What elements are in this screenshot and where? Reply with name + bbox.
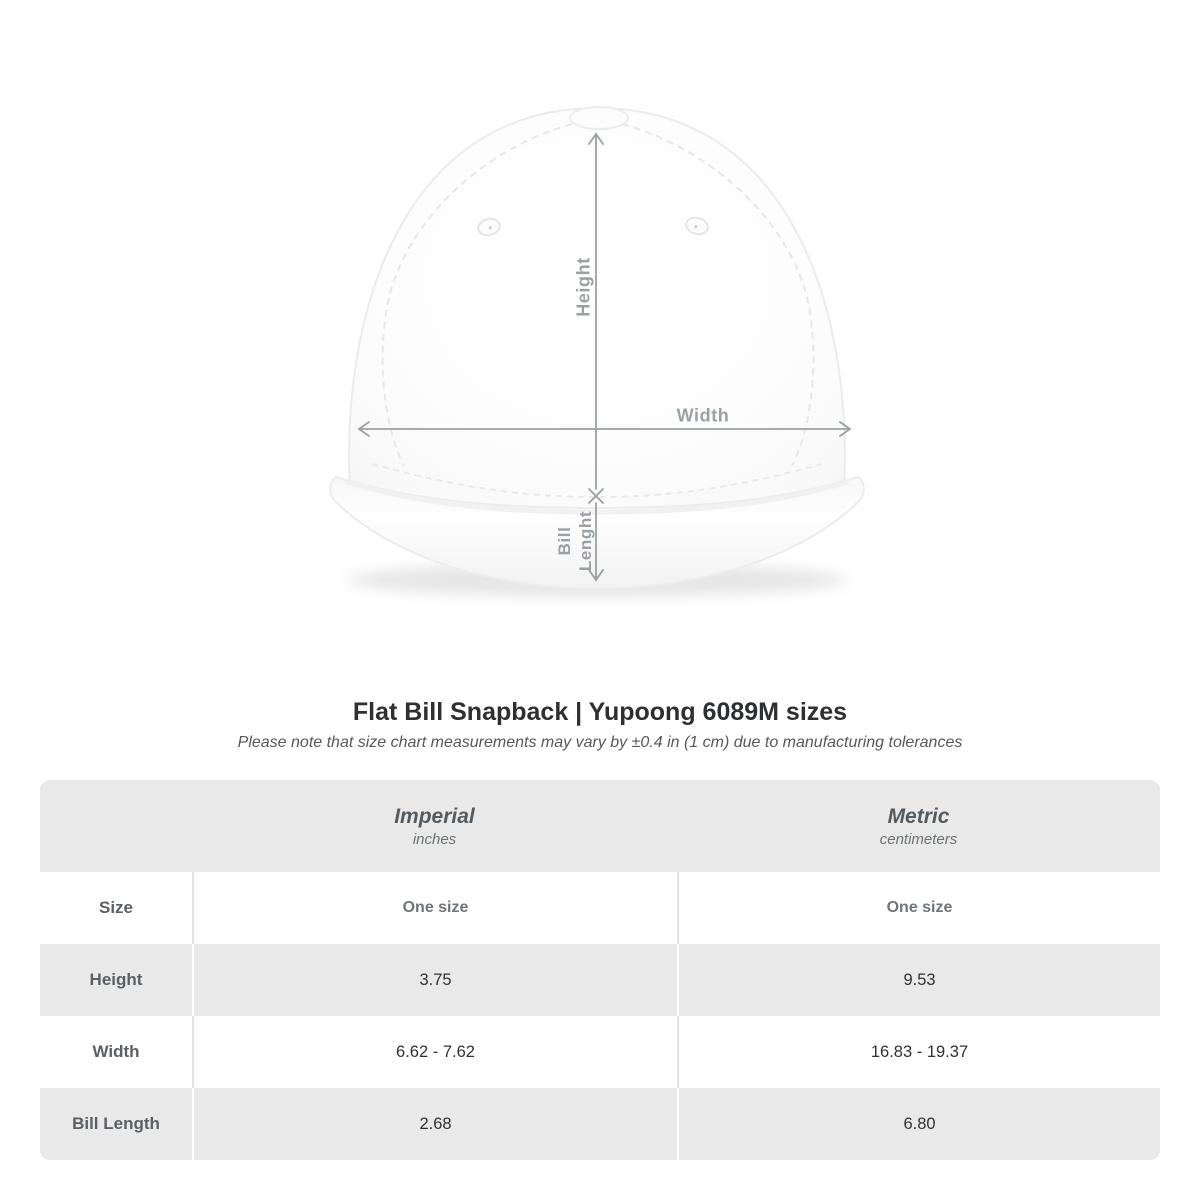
imperial-value-cell <box>192 1088 677 1160</box>
hat-button <box>570 107 628 129</box>
height-measure-label: Height <box>573 257 594 317</box>
size-chart-note: Please note that size chart measurements may vary by ±0.4 in (1 cm) due to manufacturing tolerances <box>237 734 963 751</box>
metric-value-cell <box>677 872 1160 944</box>
metric-value: 16.83 - 19.37 <box>870 1042 969 1061</box>
table-header <box>40 780 1160 872</box>
table-row-height <box>40 944 1160 1016</box>
row-label-cell: Height <box>89 970 143 989</box>
table-row-bill-length <box>40 1088 1160 1160</box>
imperial-value-cell <box>192 1016 677 1088</box>
imperial-column-label: Imperial <box>394 804 475 828</box>
metric-value: One size <box>886 899 953 916</box>
hat-crown <box>349 108 845 518</box>
imperial-value: 2.68 <box>419 1114 452 1133</box>
size-chart-title: Flat Bill Snapback | Yupoong 6089M sizes <box>352 698 848 726</box>
metric-column-unit: centimeters <box>879 830 958 848</box>
metric-column-header <box>677 805 1160 848</box>
table-row-width <box>40 1016 1160 1088</box>
metric-value-cell <box>677 944 1160 1016</box>
imperial-value-cell <box>192 944 677 1016</box>
imperial-value-cell <box>192 872 677 944</box>
imperial-column-unit: inches <box>412 830 457 848</box>
table-row-size <box>40 872 1160 944</box>
bill-label-line1: Bill <box>555 526 574 556</box>
row-label-cell: Size <box>98 898 134 917</box>
row-label-cell: Width <box>92 1042 140 1061</box>
metric-value-cell <box>677 1016 1160 1088</box>
imperial-value: 3.75 <box>419 970 452 989</box>
imperial-value: One size <box>402 899 469 916</box>
metric-value-cell <box>677 1088 1160 1160</box>
size-chart-table <box>40 780 1160 1160</box>
imperial-column-header <box>192 805 677 848</box>
bill-label-line2: Lenght <box>576 510 595 572</box>
imperial-value: 6.62 - 7.62 <box>396 1042 475 1061</box>
metric-column-label: Metric <box>887 804 950 828</box>
bill-length-measure-label <box>554 511 596 571</box>
row-label-cell: Bill Length <box>72 1114 160 1133</box>
width-measure-label: Width <box>676 405 730 426</box>
metric-value: 6.80 <box>903 1114 936 1133</box>
metric-value: 9.53 <box>903 970 936 989</box>
